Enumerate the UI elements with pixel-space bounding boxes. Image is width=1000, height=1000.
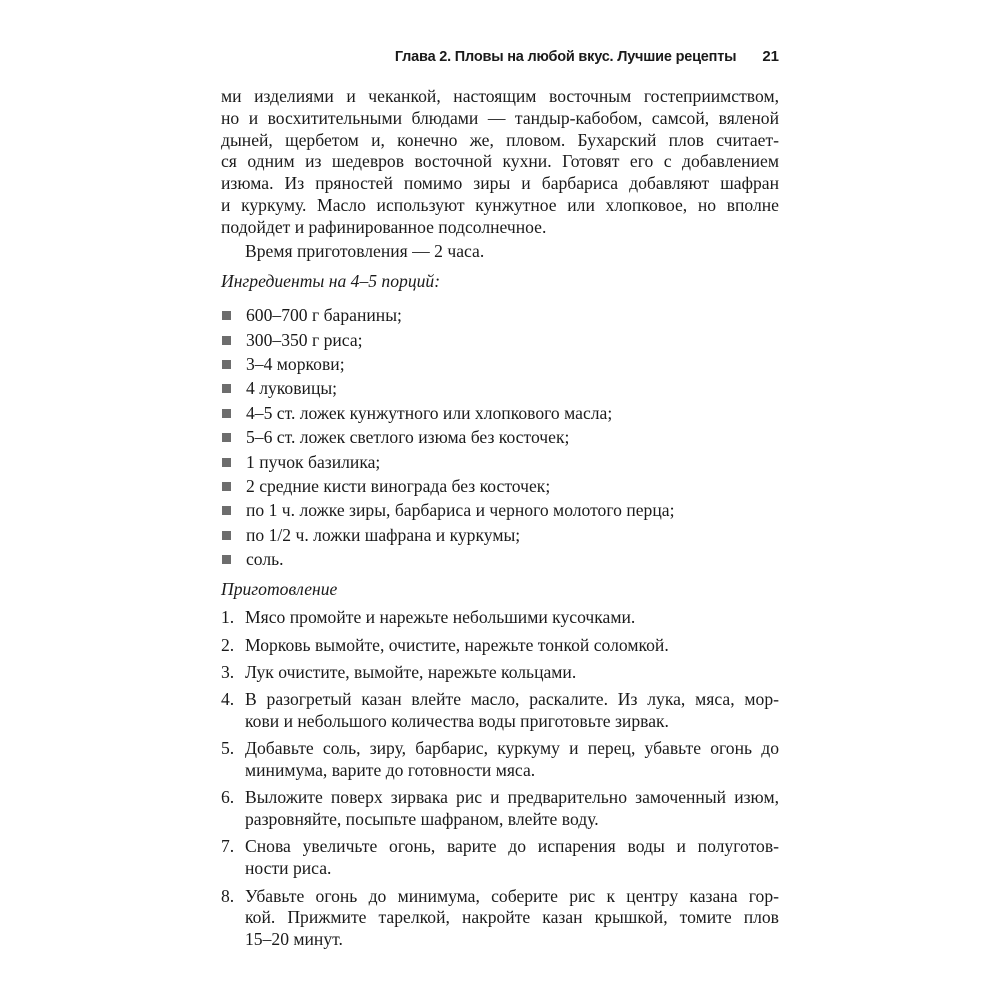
- step-number: 4.: [221, 689, 235, 710]
- step-text: [245, 635, 779, 657]
- text-body: [221, 86, 779, 956]
- text-line: Лук очистите, вымойте, нарежьте кольцами.: [245, 661, 577, 682]
- text-line: Морковь вымойте, очистите, нарежьте тонкой соломкой.: [245, 634, 669, 655]
- text-line: подойдет и рафинированное подсолнечное.: [221, 216, 547, 237]
- list-item: [221, 474, 779, 498]
- step-number: 8.: [221, 885, 235, 906]
- text-line: Добавьте соль, зиру, барбарис, куркуму и перец, убавьте огонь до: [245, 738, 779, 759]
- chapter-title: Глава 2. Пловы на любой вкус. Лучшие рецепты: [394, 49, 737, 65]
- intro-paragraph: [221, 86, 779, 239]
- ingredient-text: 3–4 моркови;: [246, 353, 345, 374]
- square-bullet-icon: [222, 531, 231, 540]
- step-text: [245, 738, 779, 782]
- ingredient-text: по 1 ч. ложке зиры, барбариса и черного молотого перца;: [246, 500, 675, 521]
- square-bullet-icon: [222, 336, 231, 345]
- square-bullet-icon: [222, 458, 231, 467]
- square-bullet-icon: [222, 311, 231, 320]
- step-number: 2.: [221, 634, 235, 655]
- step-item: [221, 635, 779, 657]
- step-text: [245, 607, 779, 629]
- ingredient-text: 2 средние кисти винограда без косточек;: [246, 475, 551, 496]
- text-line: Убавьте огонь до минимума, соберите рис к центру казана гор-: [245, 885, 779, 906]
- list-item: [221, 498, 779, 522]
- step-item: [221, 738, 779, 782]
- text-line: В разогретый казан влейте масло, раскалите. Из лука, мяса, мор-: [245, 689, 779, 710]
- text-line: и куркуму. Масло используют кунжутное или хлопковое, но вполне: [221, 194, 779, 215]
- text-line: ности риса.: [245, 858, 332, 879]
- step-number: 5.: [221, 738, 235, 759]
- step-text: [245, 689, 779, 733]
- square-bullet-icon: [222, 433, 231, 442]
- text-line: ми изделиями и чеканкой, настоящим восточным гостеприимством,: [221, 86, 779, 106]
- ingredient-text: 4–5 ст. ложек кунжутного или хлопкового масла;: [246, 402, 613, 423]
- ingredient-text: 5–6 ст. ложек светлого изюма без косточек;: [246, 427, 570, 448]
- list-item: [221, 303, 779, 327]
- page-number: 21: [762, 48, 779, 65]
- list-item: [221, 352, 779, 376]
- ingredient-text: по 1/2 ч. ложки шафрана и куркумы;: [246, 524, 521, 545]
- running-header: [221, 48, 779, 72]
- step-item: [221, 836, 779, 880]
- text-line: дыней, щербетом и, конечно же, пловом. Бухарский плов считает-: [221, 129, 779, 150]
- ingredient-text: 300–350 г риса;: [246, 329, 363, 350]
- step-number: 1.: [221, 607, 235, 628]
- cooking-time: Время приготовления — 2 часа.: [245, 240, 485, 261]
- step-text: [245, 836, 779, 880]
- preparation-steps: [221, 607, 779, 951]
- text-line: изюма. Из пряностей помимо зиры и барбариса добавляют шафран: [221, 173, 779, 194]
- preparation-heading: Приготовление: [221, 579, 338, 600]
- text-line: разровняйте, посыпьте шафраном, влейте воду.: [245, 809, 599, 830]
- step-number: 6.: [221, 787, 235, 808]
- step-item: [221, 662, 779, 684]
- ingredient-text: 4 луковицы;: [246, 378, 338, 399]
- list-item: [221, 401, 779, 425]
- ingredient-text: 1 пучок базилика;: [246, 451, 381, 472]
- square-bullet-icon: [222, 409, 231, 418]
- text-line: кови и небольшого количества воды приготовьте зирвак.: [245, 710, 669, 731]
- text-line: но и восхитительными блюдами — тандыр-кабобом, самсой, вяленой: [221, 107, 779, 128]
- text-line: Выложите поверх зирвака рис и предварительно замоченный изюм,: [245, 787, 779, 808]
- list-item: [221, 376, 779, 400]
- step-text: [245, 787, 779, 831]
- ingredients-heading: Ингредиенты на 4–5 порций:: [221, 271, 441, 292]
- text-line: 15–20 минут.: [245, 929, 343, 950]
- square-bullet-icon: [222, 482, 231, 491]
- step-item: [221, 689, 779, 733]
- step-number: 7.: [221, 836, 235, 857]
- list-item: [221, 450, 779, 474]
- step-text: [245, 886, 779, 951]
- step-item: [221, 787, 779, 831]
- list-item: [221, 425, 779, 449]
- step-item: [221, 607, 779, 629]
- text-line: Мясо промойте и нарежьте небольшими кусочками.: [245, 607, 636, 628]
- square-bullet-icon: [222, 384, 231, 393]
- text-line: ся одним из шедевров восточной кухни. Готовят его с добавлением: [221, 151, 779, 172]
- text-line: Снова увеличьте огонь, варите до испарения воды и полуготов-: [245, 836, 779, 857]
- text-line: кой. Прижмите тарелкой, накройте казан крышкой, томите плов: [245, 907, 779, 928]
- step-item: [221, 886, 779, 951]
- ingredient-text: соль.: [246, 549, 284, 570]
- list-item: [221, 547, 779, 571]
- list-item: [221, 328, 779, 352]
- ingredient-text: 600–700 г баранины;: [246, 305, 402, 326]
- step-number: 3.: [221, 661, 235, 682]
- list-item: [221, 523, 779, 547]
- square-bullet-icon: [222, 360, 231, 369]
- text-line: минимума, варите до готовности мяса.: [245, 760, 536, 781]
- square-bullet-icon: [222, 555, 231, 564]
- ingredients-list: [221, 303, 779, 571]
- square-bullet-icon: [222, 506, 231, 515]
- step-text: [245, 662, 779, 684]
